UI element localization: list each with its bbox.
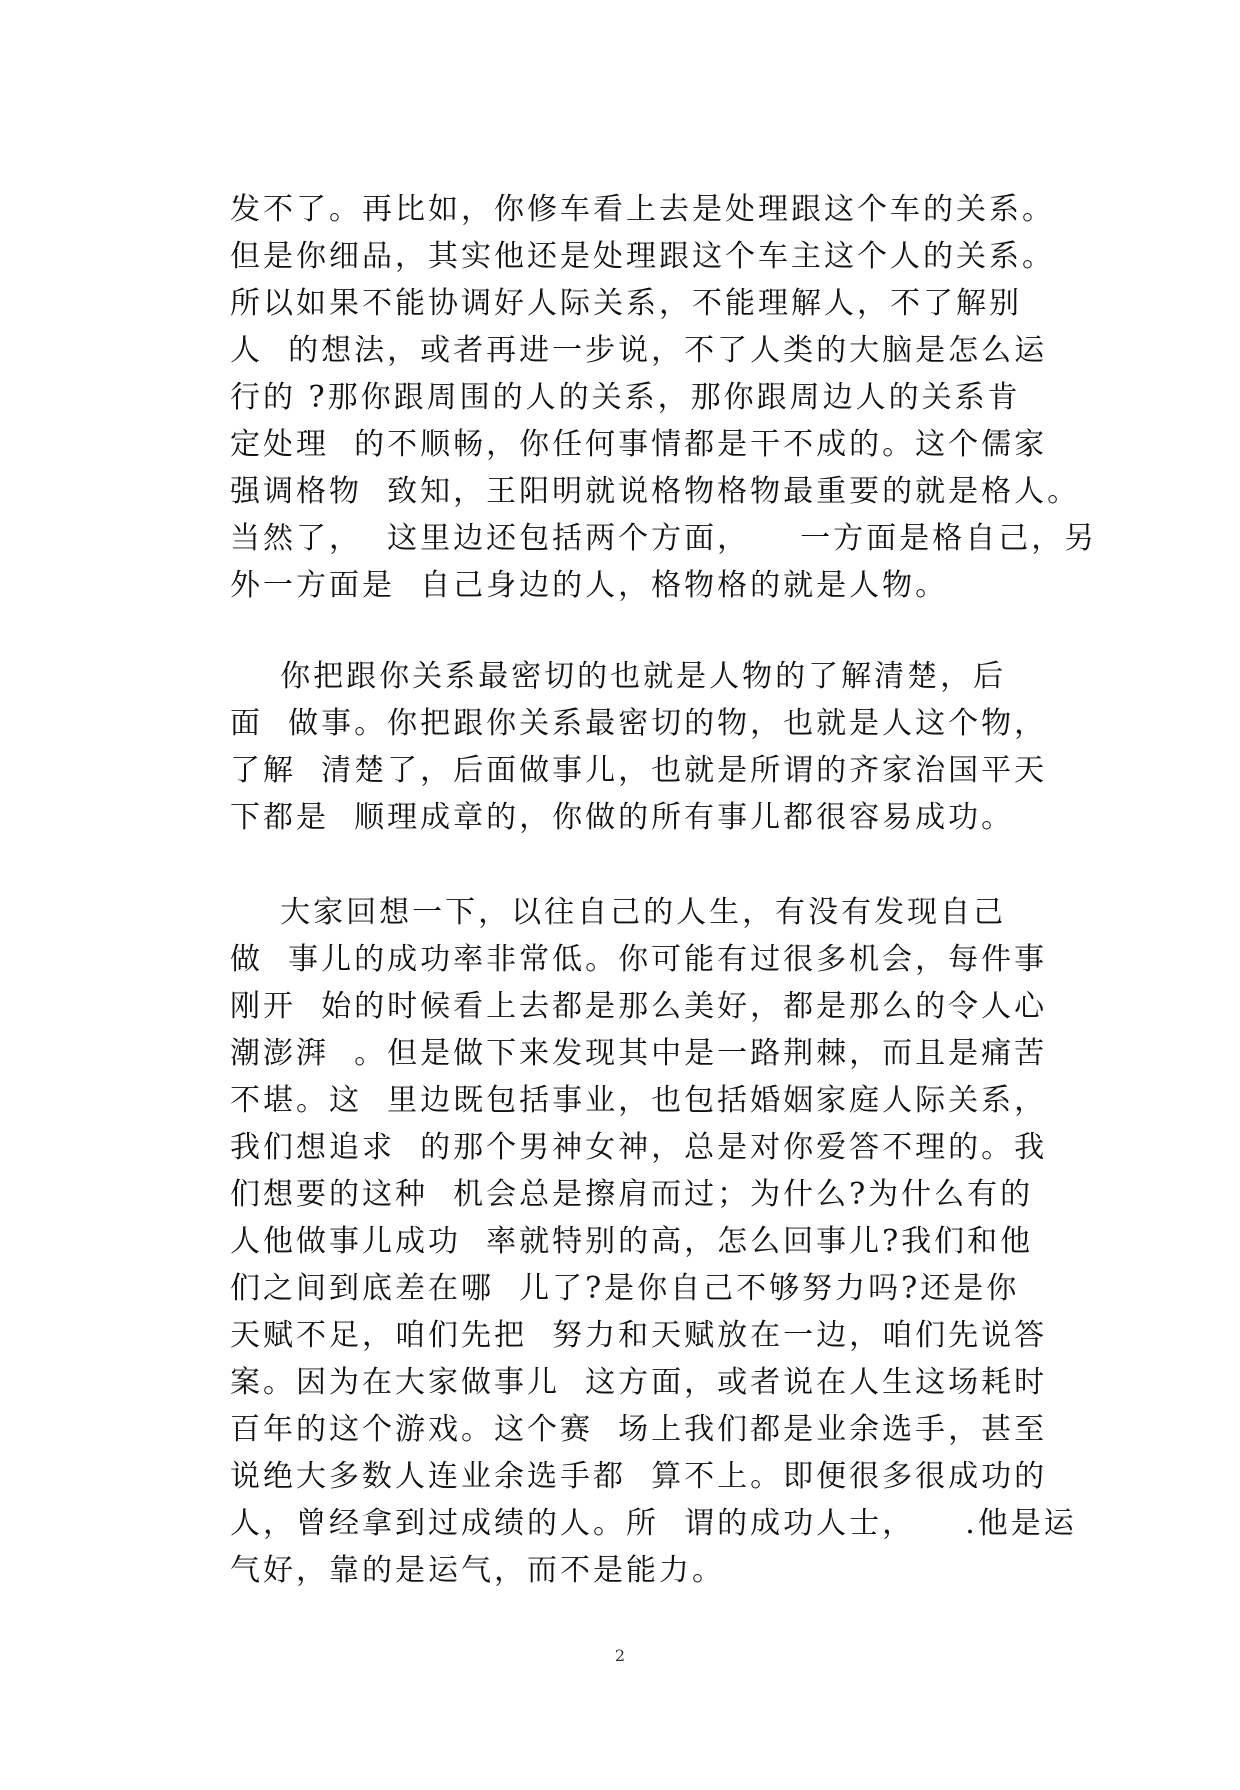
text-line: 人他做事儿成功 率就特别的高，怎么回事儿?我们和他 <box>230 1224 1034 1259</box>
text-line: 气好，靠的是运气，而不是能力。 <box>230 1553 725 1588</box>
text-line: 天赋不足，咱们先把 努力和天赋放在一边，咱们先说答 <box>230 1318 1048 1353</box>
text-line: 当然了， 这里边还包括两个方面， 一方面是格自己，另 <box>230 521 1098 556</box>
text-line: 们想要的这种 机会总是擦肩而过；为什么?为什么有的 <box>230 1177 1034 1212</box>
text-line: 但是你细品，其实他还是处理跟这个车主这个人的关系。 <box>230 239 1055 274</box>
paragraph-3 <box>230 889 1077 1594</box>
text-line: 我们想追求 的那个男神女神，总是对你爱答不理的。我 <box>230 1130 1048 1165</box>
text-line: 刚开 始的时候看上去都是那么美好，都是那么的令人心 <box>230 989 1048 1024</box>
text-line: 潮澎湃 。但是做下来发现其中是一路荆棘，而且是痛苦 <box>230 1036 1048 1071</box>
text-line: 行的 ?那你跟周围的人的关系，那你跟周边人的关系肯 <box>230 380 1021 415</box>
text-line: 发不了。再比如，你修车看上去是处理跟这个车的关系。 <box>230 192 1055 227</box>
body-text <box>230 186 1098 1594</box>
text-line: 人 的想法，或者再进一步说，不了人类的大脑是怎么运 <box>230 333 1048 368</box>
text-line: 大家回想一下，以往自己的人生，有没有发现自己 <box>230 895 1007 930</box>
text-line: 百年的这个游戏。这个赛 场上我们都是业余选手，甚至 <box>230 1412 1048 1447</box>
text-line: 面 做事。你把跟你关系最密切的物，也就是人这个物， <box>230 706 1048 741</box>
text-line: 定处理 的不顺畅，你任何事情都是干不成的。这个儒家 <box>230 427 1048 462</box>
text-line: 外一方面是 自己身边的人，格物格的就是人物。 <box>230 568 949 603</box>
text-line: 人，曾经拿到过成绩的人。所 谓的成功人士， .他是运 <box>230 1506 1077 1541</box>
text-line: 不堪。这 里边既包括事业，也包括婚姻家庭人际关系， <box>230 1083 1048 1118</box>
paragraph-2 <box>230 653 1048 841</box>
text-line: 案。因为在大家做事儿 这方面，或者说在人生这场耗时 <box>230 1365 1048 1400</box>
text-line: 强调格物 致知，王阳明就说格物格物最重要的就是格人。 <box>230 474 1081 509</box>
paragraph-spacer <box>230 609 1030 653</box>
text-line: 了解 清楚了，后面做事儿，也就是所谓的齐家治国平天 <box>230 753 1048 788</box>
paragraph-spacer <box>230 841 1030 889</box>
text-line: 做 事儿的成功率非常低。你可能有过很多机会，每件事 <box>230 942 1048 977</box>
paragraph-1 <box>230 186 1098 609</box>
text-line: 你把跟你关系最密切的也就是人物的了解清楚，后 <box>230 659 1007 694</box>
text-line: 们之间到底差在哪 儿了?是你自己不够努力吗?还是你 <box>230 1271 1020 1306</box>
page-number: 2 <box>614 1646 626 1665</box>
text-line: 下都是 顺理成章的，你做的所有事儿都很容易成功。 <box>230 800 1015 835</box>
text-line: 说绝大多数人连业余选手都 算不上。即便很多很成功的 <box>230 1459 1048 1494</box>
text-line: 所以如果不能协调好人际关系，不能理解人，不了解别 <box>230 286 1022 321</box>
